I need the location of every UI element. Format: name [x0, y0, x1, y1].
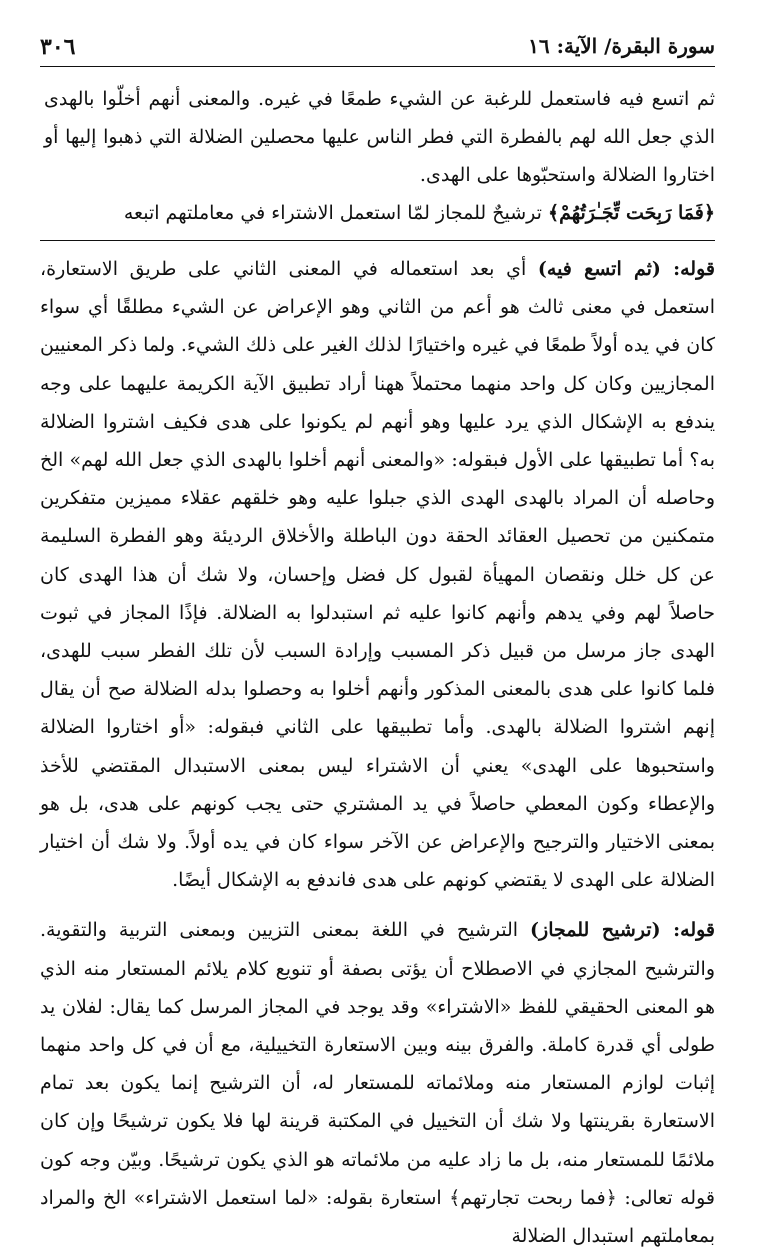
commentary-divider	[40, 240, 715, 241]
commentary-lead-1: قوله: (ثم اتسع فيه)	[537, 258, 715, 280]
page-number: ٣٠٦	[40, 34, 76, 60]
header-divider	[40, 66, 715, 67]
main-paragraph-1: ثم اتسع فيه فاستعمل للرغبة عن الشيء طمعًا في غيره. والمعنى أنهم أخلّوا بالهدى الذي جعل الله لهم بالفطرة التي فطر الناس عليها محصلين الضلالة التي ذهبوا إليها أو اختاروا الضلالة واستحبّوها على الهدى.	[44, 88, 715, 186]
quran-verse: ﴿فَمَا رَبِحَت تِّجَـٰرَتُهُمْ﴾	[547, 202, 715, 224]
commentary-paragraph-1	[40, 250, 715, 899]
commentary-text-2: الترشيح في اللغة بمعنى التزيين وبمعنى التربية والتقوية. والترشيح المجازي في الاصطلاح أن يؤتى بصفة أو تنويع كلام يلائم المستعار منه الذي هو المعنى الحقيقي للفظ «الاشتراء» وقد يوجد في المجاز المرسل كما يقال: لفلان يد طولى أي قدرة كاملة. والفرق بينه وبين الاستعارة التخييلية، مع أن في كل واحد منهما إثبات لوازم المستعار منه وملائماته للمستعار له، أن الترشيح إنما يكون بعد تمام الاستعارة بقرينتها ولا شك أن التخييل في المكتبة قرينة لها فلا يكون ترشيحًا وإن كان ملائمًا للمستعار منه، بل ما زاد عليه من ملائماته هو الذي يكون ترشيحًا. وبيّن وجه كون قوله تعالى: ﴿فما ربحت تجارتهم﴾ استعارة بقوله: «لما استعمل الاشتراء» الخ والمراد بمعاملتهم استبدال الضلالة	[40, 919, 715, 1248]
commentary-lead-2: قوله: (ترشيح للمجاز)	[530, 919, 716, 942]
commentary-paragraph-2	[40, 911, 715, 1255]
commentary	[40, 250, 715, 1255]
commentary-text-1: أي بعد استعماله في المعنى الثاني على طريق الاستعارة، استعمل في معنى ثالث هو أعم من الثاني وهو الإعراض عن الشيء مطلقًا أي سواء كان في يده أولاً طمعًا في غيره واختيارًا لذلك الغير على ذلك الشيء. ولما ذكر المعنيين المجازيين وكان كل واحد منهما محتملاً ههنا أراد تطبيق الآية الكريمة عليهما على وجه يندفع به الإشكال الذي يرد عليها وهو أنهم لم يكونوا على هدى فكيف اشتروا الضلالة به؟ أما تطبيقها على الأول فبقوله: «والمعنى أنهم أخلوا بالهدى الذي جعل الله لهم» الخ وحاصله أن المراد بالهدى الهدى الذي جبلوا عليه وهو خلقهم عقلاء مميزين متفكرين متمكنين من تحصيل العقائد الحقة دون الباطلة والأخلاق الرديئة وهو الفطرة السليمة عن كل خلل ونقصان المهيأة لقبول كل فضل وإحسان، ولا شك أن هذا الهدى كان حاصلاً لهم وفي يدهم وأنهم كانوا عليه ثم استبدلوا به الضلالة. فإذًا المجاز في ثبوت الهدى جاز مرسل من قبيل ذكر المسبب وإرادة السبب لأن تلك الفطر سبب للهدى، فلما كانوا على هدى بالمعنى المذكور وأنهم أخلوا به وحصلوا بدله الضلالة صح أن يقال إنهم اشتروا الضلالة بالهدى. وأما تطبيقها على الثاني فبقوله: «أو اختاروا الضلالة واستحبوها على الهدى» يعني أن الاشتراء ليس بمعنى الاستبدال المقتضي للأخذ والإعطاء وكون المعطي حاصلاً في يد المشتري حتى يجب كونهم على هدى، بل هو بمعنى الاختيار والترجيح والإعراض عن الآخر سواء كان في يده أولاً. ولا شك أن اختيار الضلالة على الهدى لا يقتضي كونهم على هدى فاندفع به الإشكال أيضًا.	[40, 258, 715, 892]
main-paragraph-2-text: ترشيحٌ للمجاز لمّا استعمل الاشتراء في معاملتهم اتبعه	[123, 202, 548, 224]
running-header	[40, 28, 715, 64]
surah-reference: سورة البقرة/ الآية: ١٦	[528, 34, 715, 58]
main-text	[44, 80, 715, 232]
main-paragraph-2	[44, 194, 715, 232]
